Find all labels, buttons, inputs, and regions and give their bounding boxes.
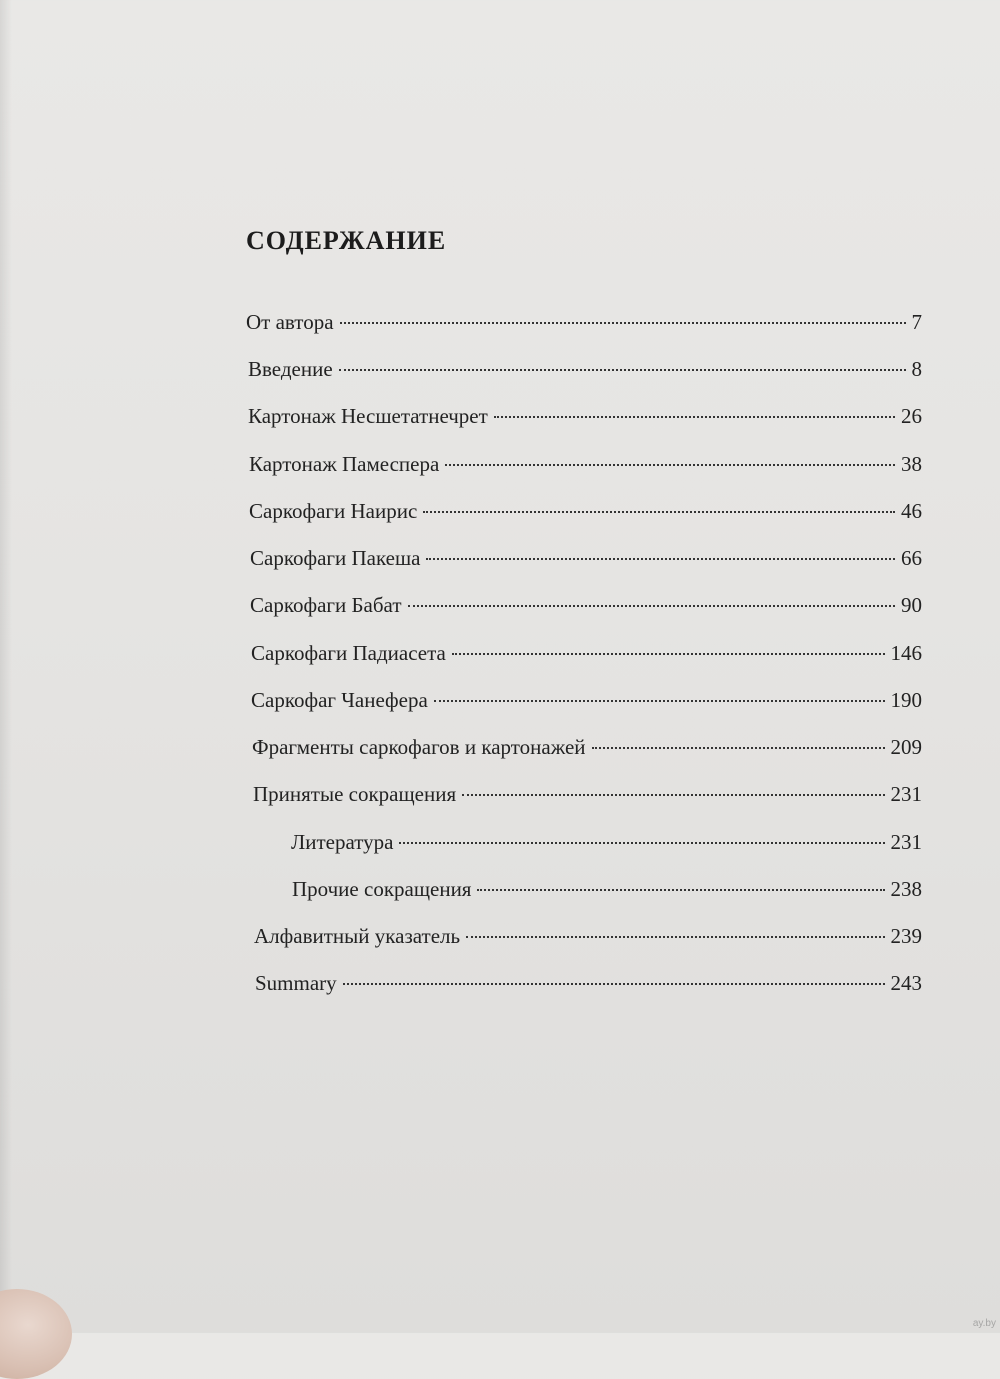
toc-leader-dots (399, 842, 884, 844)
toc-entry-page: 8 (911, 357, 922, 381)
toc-entry-label: Картонаж Несшетатнечрет (248, 404, 488, 428)
toc-entry-label: Саркофаги Наирис (249, 499, 418, 523)
toc-entry (249, 498, 922, 524)
toc-entry-page: 231 (890, 782, 922, 806)
toc-leader-dots (423, 511, 895, 513)
toc-entry-page: 46 (901, 499, 922, 523)
toc-entry-page: 90 (901, 593, 922, 617)
toc-leader-dots (445, 464, 895, 466)
toc-entry-page: 146 (890, 641, 922, 665)
toc-entry-label: Саркофаги Падиасета (251, 641, 446, 665)
toc-leader-dots (408, 605, 895, 607)
toc-leader-dots (592, 747, 885, 749)
toc-entry (249, 451, 922, 477)
toc-entry-label: Саркофаг Чанефера (251, 688, 428, 712)
toc-subentry (291, 829, 922, 855)
toc-entry-page: 38 (901, 452, 922, 476)
toc-entry-label: Введение (248, 357, 333, 381)
toc-entry (255, 970, 922, 996)
toc-leader-dots (434, 700, 885, 702)
toc-entry (248, 356, 922, 382)
toc-entry-page: 243 (890, 971, 922, 995)
toc-leader-dots (466, 936, 884, 938)
toc-entry-label: От автора (246, 310, 334, 334)
toc-entry-label: Прочие сокращения (292, 877, 472, 901)
toc-entry-page: 26 (901, 404, 922, 428)
toc-entry-label: Summary (255, 971, 337, 995)
toc-leader-dots (426, 558, 895, 560)
page-edge-shadow (0, 0, 12, 1333)
toc-entry (252, 734, 922, 760)
toc-entry-page: 209 (890, 735, 922, 759)
toc-entry (251, 640, 922, 666)
toc-entry (251, 687, 922, 713)
finger-edge (0, 1289, 72, 1379)
toc-entry-page: 231 (890, 830, 922, 854)
toc-entry-page: 238 (890, 877, 922, 901)
toc-entry-page: 239 (890, 924, 922, 948)
toc-entry-label: Принятые сокращения (253, 782, 457, 806)
toc-entry (248, 403, 922, 429)
toc-entry (250, 592, 922, 618)
toc-leader-dots (340, 322, 906, 324)
toc-entry-label: Фрагменты саркофагов и картонажей (252, 735, 586, 759)
toc-title: СОДЕРЖАНИЕ (246, 226, 447, 255)
toc-leader-dots (343, 983, 885, 985)
toc-leader-dots (494, 416, 895, 418)
toc-entry-label: Литература (291, 830, 394, 854)
toc-subentry (292, 876, 922, 902)
toc-entry-label: Саркофаги Пакеша (250, 546, 421, 570)
watermark-text: ay.by (972, 1318, 996, 1329)
toc-leader-dots (339, 369, 906, 371)
toc-entry-page: 7 (911, 310, 922, 334)
toc-entry-label: Саркофаги Бабат (250, 593, 402, 617)
toc-entry (246, 309, 922, 335)
toc-leader-dots (477, 889, 884, 891)
toc-entry-page: 190 (890, 688, 922, 712)
toc-leader-dots (452, 653, 885, 655)
toc-entry (254, 923, 922, 949)
toc-entry (250, 545, 922, 571)
toc-entry-page: 66 (901, 546, 922, 570)
toc-entry (253, 781, 922, 807)
toc-leader-dots (462, 794, 884, 796)
toc-entry-label: Алфавитный указатель (254, 924, 461, 948)
toc-entry-label: Картонаж Памеспера (249, 452, 440, 476)
